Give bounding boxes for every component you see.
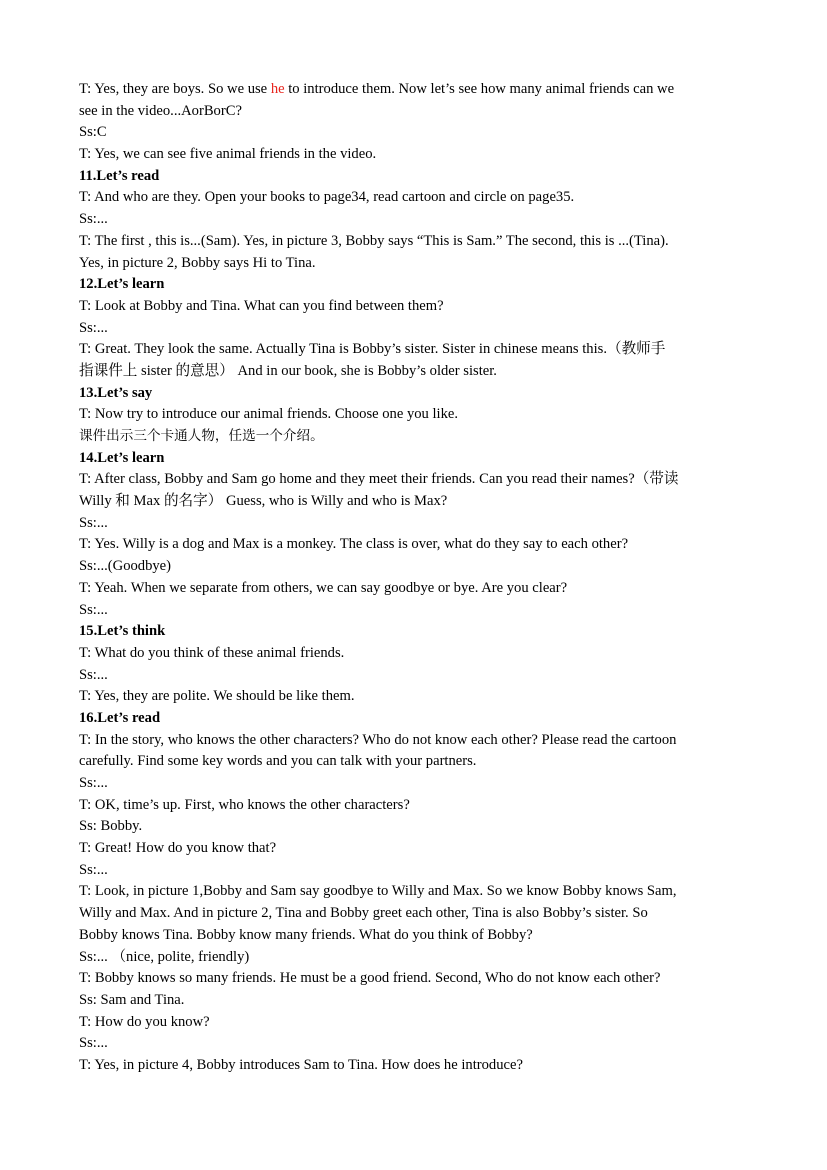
paragraph-line: Ss:...(Goodbye)	[79, 558, 172, 575]
paragraph-line: T: After class, Bobby and Sam go home and they meet their friends. Can you read their names?（带读	[79, 471, 679, 488]
paragraph-line: Ss:...	[79, 514, 108, 531]
section-heading: 14.Let’s learn	[79, 449, 165, 466]
paragraph-line: Ss: Bobby.	[79, 818, 143, 835]
paragraph-line: Bobby knows Tina. Bobby know many friends. What do you think of Bobby?	[79, 926, 533, 943]
section-heading: 16.Let’s read	[79, 709, 161, 726]
section-heading: 13.Let’s say	[79, 384, 153, 401]
paragraph-line: T: The first , this is...(Sam). Yes, in picture 3, Bobby says “This is Sam.” The second, this is ...(Tina).	[79, 232, 669, 249]
paragraph-line: T: Yeah. When we separate from others, we can say goodbye or bye. Are you clear?	[79, 579, 568, 596]
paragraph-line: T: Great. They look the same. Actually Tina is Bobby’s sister. Sister in chinese means this.（教师手	[79, 341, 666, 358]
paragraph-line: 课件出示三个卡通人物，任选一个介绍。	[79, 428, 324, 444]
paragraph-line: Ss:...	[79, 775, 108, 791]
paragraph-line: see in the video...AorBorC?	[79, 102, 242, 119]
highlighted-word: he	[270, 81, 285, 97]
paragraph-line: Ss:...	[79, 861, 108, 878]
paragraph-line: T: Yes, they are polite. We should be like them.	[79, 688, 355, 705]
paragraph-line: T: Bobby knows so many friends. He must be a good friend. Second, Who do not know each other?	[79, 970, 661, 987]
paragraph-line: Ss:... （nice, polite, friendly)	[79, 948, 250, 965]
paragraph-line: Ss:C	[79, 124, 107, 141]
paragraph-line: 指课件上 sister 的意思） And in our book, she is Bobby’s older sister.	[79, 362, 497, 379]
section-heading: 11.Let’s read	[79, 167, 160, 184]
paragraph-line: T: Yes, in picture 4, Bobby introduces Sam to Tina. How does he introduce?	[79, 1056, 523, 1073]
paragraph-line: Ss: Sam and Tina.	[79, 991, 185, 1008]
paragraph-line: T: Great! How do you know that?	[79, 840, 277, 857]
section-heading: 12.Let’s learn	[79, 276, 165, 293]
paragraph-line: T: OK, time’s up. First, who knows the other characters?	[79, 796, 410, 813]
paragraph-line: T: How do you know?	[79, 1013, 210, 1030]
paragraph-line: Ss:...	[79, 1035, 108, 1052]
paragraph-line: T: Look at Bobby and Tina. What can you find between them?	[79, 297, 444, 314]
paragraph-line: T: Yes. Willy is a dog and Max is a monkey. The class is over, what do they say to each other?	[79, 536, 629, 553]
paragraph-line: carefully. Find some key words and you can talk with your partners.	[79, 753, 477, 770]
document-body	[79, 79, 769, 1077]
paragraph-line: Ss:...	[79, 666, 108, 683]
paragraph-line: T: Now try to introduce our animal friends. Choose one you like.	[79, 406, 459, 423]
paragraph-line: T: In the story, who knows the other characters? Who do not know each other? Please read the cartoon	[79, 731, 677, 748]
paragraph-line: Ss:...	[79, 319, 108, 336]
paragraph-line: Yes, in picture 2, Bobby says Hi to Tina.	[79, 254, 316, 271]
paragraph-line: Willy 和 Max 的名字） Guess, who is Willy and who is Max?	[79, 493, 448, 510]
paragraph-line	[79, 79, 769, 101]
paragraph-line: T: Look, in picture 1,Bobby and Sam say goodbye to Willy and Max. So we know Bobby knows Sam,	[79, 883, 677, 900]
text-span: T: Yes, they are boys. So we use	[79, 81, 271, 97]
paragraph-line: T: What do you think of these animal friends.	[79, 644, 345, 661]
text-span: to introduce them. Now let’s see how many animal friends can we	[284, 81, 675, 97]
paragraph-line: Ss:...	[79, 211, 108, 228]
paragraph-line: Willy and Max. And in picture 2, Tina and Bobby greet each other, Tina is also Bobby’s sister. So	[79, 905, 648, 922]
paragraph-line: T: Yes, we can see five animal friends in the video.	[79, 146, 377, 163]
paragraph-line: Ss:...	[79, 601, 108, 618]
paragraph-line: T: And who are they. Open your books to page34, read cartoon and circle on page35.	[79, 189, 575, 206]
section-heading: 15.Let’s think	[79, 623, 166, 640]
